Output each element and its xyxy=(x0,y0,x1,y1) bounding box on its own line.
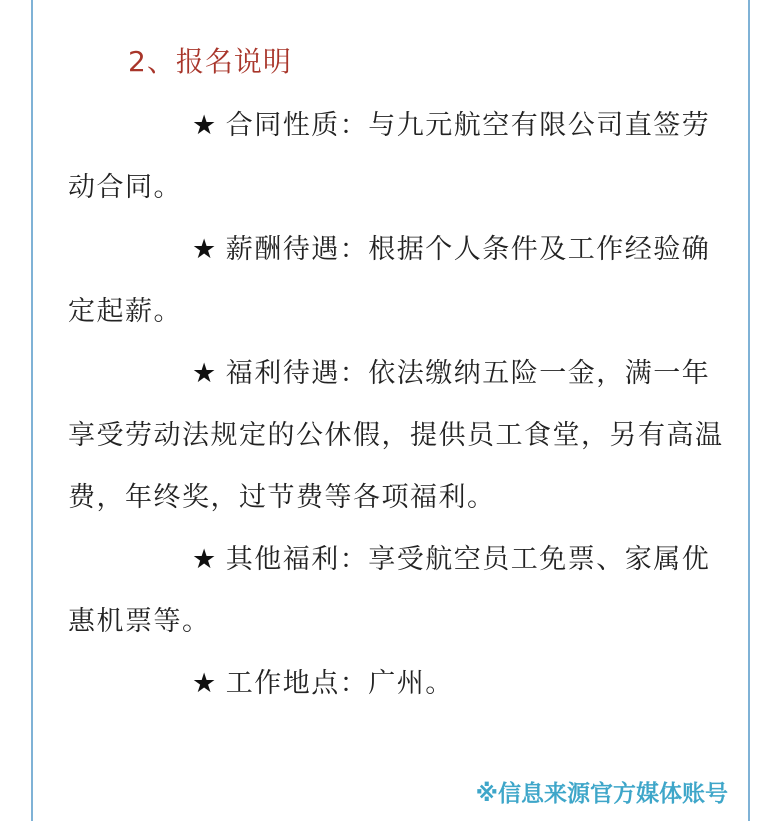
article-body xyxy=(68,95,732,715)
item-text: 与九元航空有限公司直签劳动合同。 xyxy=(68,110,711,203)
item-label: 工作地点： xyxy=(225,668,369,699)
star-icon: ★ xyxy=(192,668,218,699)
item-benefits xyxy=(68,343,732,529)
item-other-benefits xyxy=(68,529,732,653)
item-salary xyxy=(68,219,732,343)
item-label: 福利待遇： xyxy=(225,358,369,389)
item-text: 广州。 xyxy=(368,668,454,699)
item-label: 其他福利： xyxy=(225,544,369,575)
item-text: 根据个人条件及工作经验确定起薪。 xyxy=(68,234,711,327)
section-heading: 2、报名说明 xyxy=(128,45,292,78)
item-label: 合同性质： xyxy=(225,110,369,141)
star-icon: ★ xyxy=(192,110,218,141)
source-note: ※信息来源官方媒体账号 xyxy=(475,781,728,807)
item-text: 依法缴纳五险一金，满一年享受劳动法规定的公休假，提供员工食堂，另有高温费，年终奖，过节费等各项福利。 xyxy=(68,358,724,513)
star-icon: ★ xyxy=(192,234,218,265)
item-contract-type xyxy=(68,95,732,219)
star-icon: ★ xyxy=(192,358,218,389)
item-text: 享受航空员工免票、家属优惠机票等。 xyxy=(68,544,711,637)
item-work-location xyxy=(68,653,732,715)
item-label: 薪酬待遇： xyxy=(225,234,369,265)
star-icon: ★ xyxy=(192,544,218,575)
